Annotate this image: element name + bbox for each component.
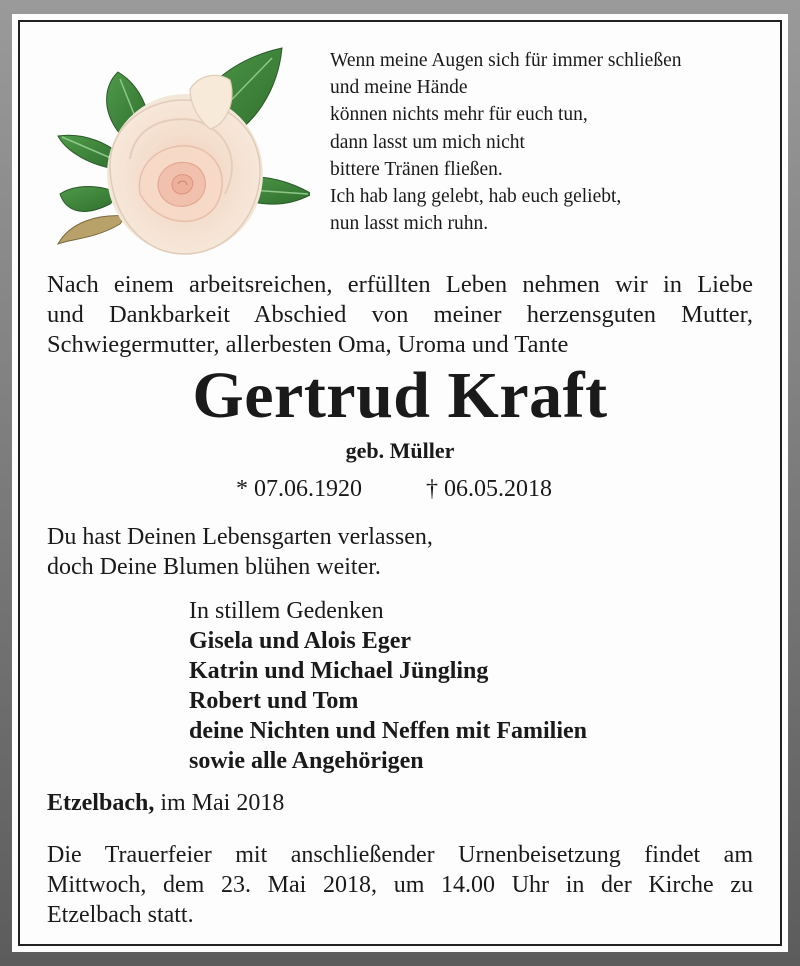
place-town: Etzelbach,	[47, 790, 155, 816]
poem	[330, 47, 770, 237]
rose-image	[40, 44, 310, 259]
mourner-name: Gisela und Alois Eger	[189, 628, 412, 654]
obituary-card	[12, 14, 788, 952]
service-line: Etzelbach statt.	[47, 902, 194, 928]
poem-line: bittere Tränen fließen.	[330, 158, 503, 180]
place-date-text: im Mai 2018	[160, 790, 285, 816]
deceased-name: Gertrud Kraft	[192, 359, 608, 432]
intro-line: Nach einem arbeitsreichen, erfüllten Leben nehmen wir in Liebe	[47, 271, 753, 298]
poem-line: können nichts mehr für euch tun,	[330, 104, 588, 126]
place-date	[47, 788, 284, 818]
intro-line: und Dankbarkeit Abschied von meiner herzensguten Mutter,	[47, 301, 753, 328]
mourners	[189, 596, 749, 776]
poem-line: dann lasst um mich nicht	[330, 131, 525, 153]
poem-line: Ich hab lang gelebt, hab euch geliebt,	[330, 186, 622, 208]
service-line: Mittwoch, dem 23. Mai 2018, um 14.00 Uhr in der Kirche zu	[47, 872, 753, 898]
mourners-intro: In stillem Gedenken	[189, 598, 384, 624]
intro-line: Schwiegermutter, allerbesten Oma, Uroma und Tante	[47, 331, 569, 358]
maiden-name: geb. Müller	[345, 438, 455, 463]
saying	[47, 522, 647, 582]
mourner-name: Robert und Tom	[189, 688, 359, 714]
intro-text	[47, 270, 753, 360]
death-date: † 06.05.2018	[426, 476, 552, 502]
poem-line: nun lasst mich ruhn.	[330, 213, 489, 235]
mourner-name: Katrin und Michael Jüngling	[189, 658, 489, 684]
saying-line: doch Deine Blumen blühen weiter.	[47, 554, 381, 580]
poem-line: Wenn meine Augen sich für immer schließen	[330, 50, 682, 71]
saying-line: Du hast Deinen Lebensgarten verlassen,	[47, 524, 433, 550]
mourner-name: sowie alle Angehörigen	[189, 748, 424, 774]
service-info	[47, 840, 753, 930]
mourner-name: deine Nichten und Neffen mit Familien	[189, 718, 587, 744]
birth-date: * 07.06.1920	[236, 476, 362, 502]
service-line: Die Trauerfeier mit anschließender Urnenbeisetzung findet am	[47, 842, 753, 868]
poem-line: und meine Hände	[330, 77, 468, 99]
